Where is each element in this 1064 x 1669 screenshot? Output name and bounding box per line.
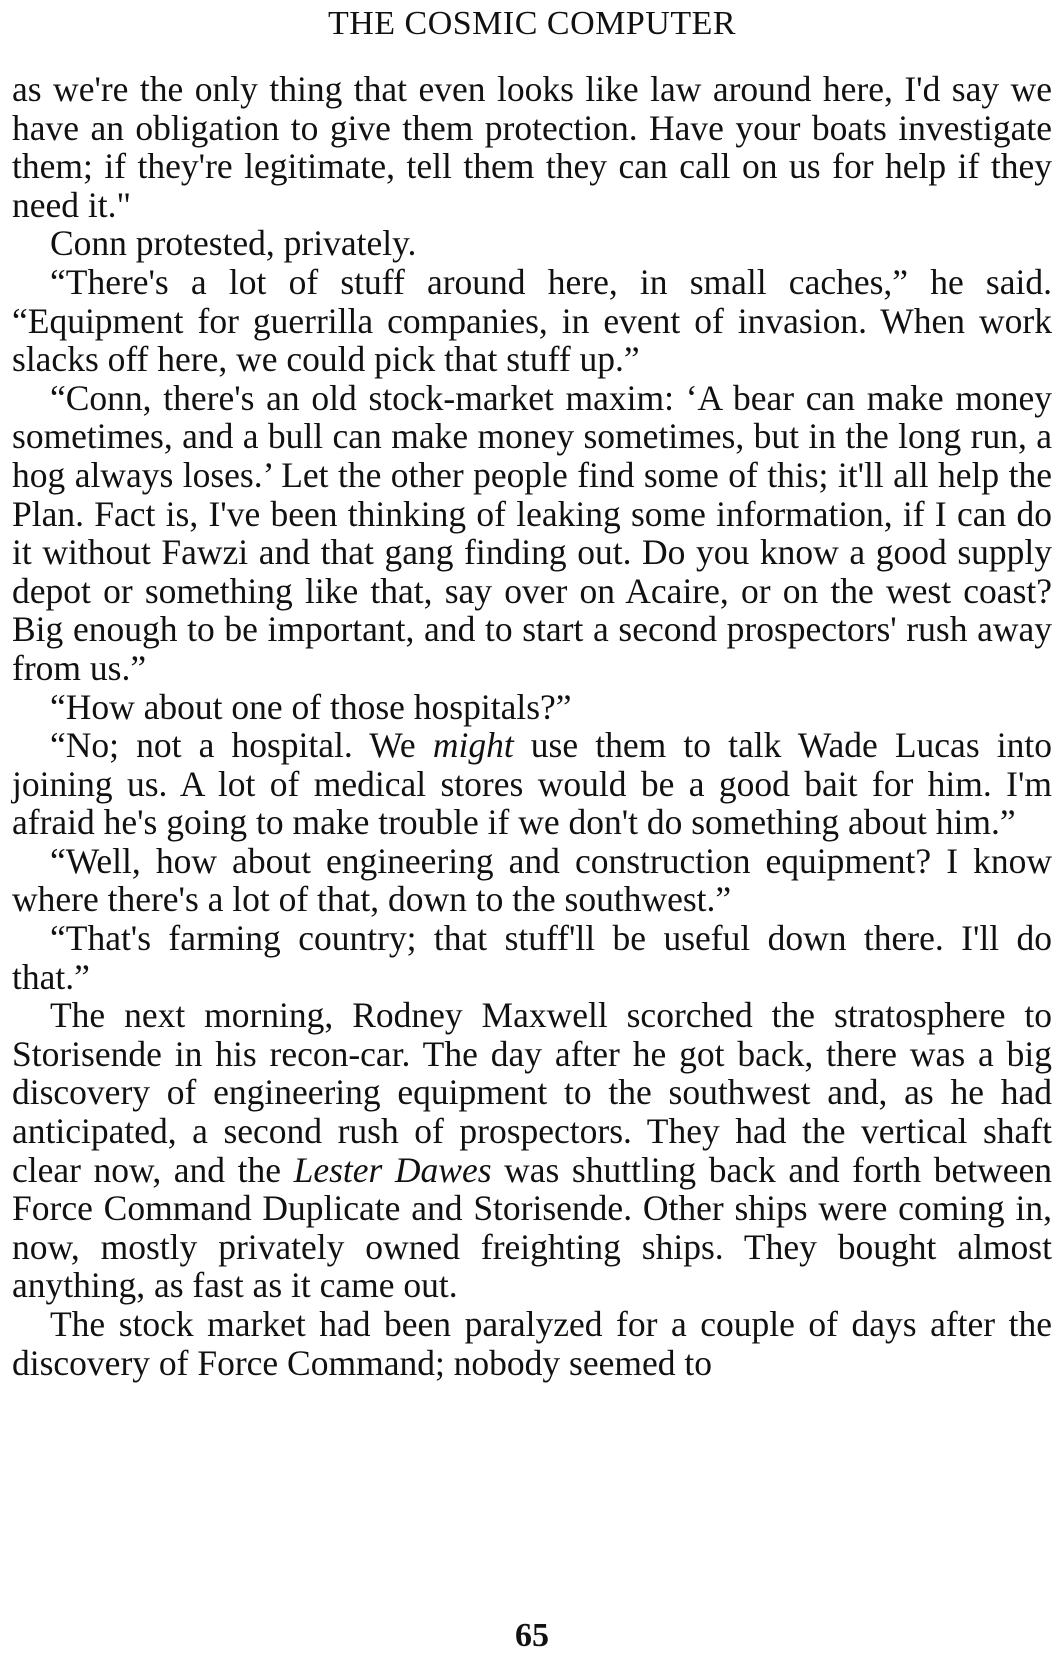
paragraph: Conn protested, privately.	[50, 223, 417, 264]
paragraph: “How about one of those hospitals?”	[50, 686, 572, 727]
running-title: THE COSMIC COMPUTER	[327, 5, 737, 42]
paragraph-text: use them to talk Wade Lucas into joining us. A lot of medical stores would be a good bait for him. I'm afraid he's going to make trouble if we don't do something about him.”	[12, 725, 1052, 843]
body-text	[12, 70, 1052, 1382]
paragraph: “That's farming country; that stuff'll be useful down there. I'll do that.”	[12, 918, 1052, 997]
paragraph: “Conn, there's an old stock-market maxim: ‘A bear can make money sometimes, and a bull can make money sometimes, but in the long run, a hog always loses.’ Let the other people find some of this; it'll all help the Plan. Fact is, I've been thinking of leaking some information, if I can do it without Fawzi and that gang finding out. Do you know a good supply depot or something like that, say over on Acaire, or on the west coast? Big enough to be important, and to start a second prospectors' rush away from us.”	[12, 377, 1052, 688]
paragraph-text: The next morning, Rodney Maxwell scorched the stratosphere to Storisende in his recon-car. The day after he got back, there was a big discovery of engineering equipment to the southwest and, as he had anticipated, a second rush of prospectors. They had the vertical shaft clear now, and the	[12, 995, 1052, 1190]
paragraph: “There's a lot of stuff around here, in small caches,” he said. “Equipment for guerrilla companies, in event of invasion. When work slacks off here, we could pick that stuff up.”	[12, 261, 1052, 380]
paragraph: as we're the only thing that even looks like law around here, I'd say we have an obligation to give them protection. Have your boats investigate them; if they're legitimate, tell them they can call on us for help if they need it."	[12, 69, 1052, 225]
paragraph-text: “No; not a hospital. We	[50, 725, 433, 766]
paragraph: “Well, how about engineering and construction equipment? I know where there's a lot of that, down to the southwest.”	[12, 840, 1052, 920]
paragraph: The stock market had been paralyzed for a couple of days after the discovery of Force Command; nobody seemed to	[12, 1304, 1052, 1383]
emphasis-text: might	[432, 725, 514, 766]
paragraph	[12, 996, 1052, 1305]
paragraph-text: was shuttling back and forth between Force Command Duplicate and Storisende. Other ships were coming in, now, mostly privately owned freighting ships. They bought almost anything, as fast as it came out.	[12, 1149, 1052, 1306]
paragraph	[12, 726, 1052, 842]
ship-name: Lester Dawes	[293, 1149, 492, 1190]
page-number: 65	[515, 1617, 549, 1654]
